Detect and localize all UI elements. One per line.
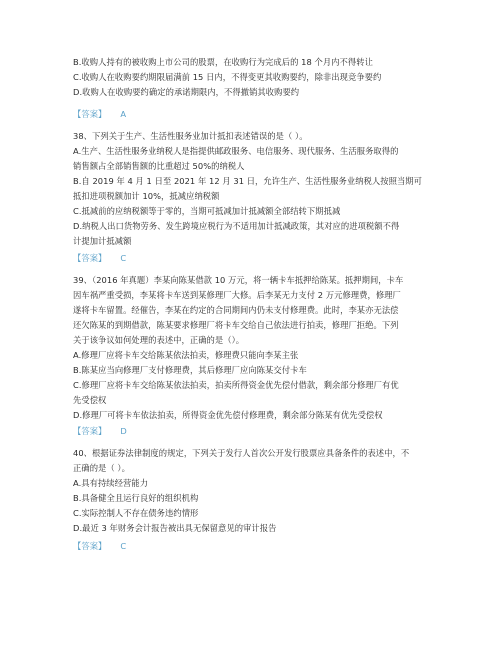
answer-label: 【答案】 (73, 253, 107, 263)
answer-value: A (120, 109, 127, 119)
answer-value: C (120, 253, 127, 263)
q39-stem-line-3: 遂将卡车留置。经催告，李某在约定的合同期间内仍未支付修理费。此时，李某亦无法偿 (73, 305, 399, 315)
q38-option-c: C.抵减前的应纳税额等于零的，当期可抵减加计抵减额全部结转下期抵减 (73, 206, 341, 216)
q38-option-a-cont: 销售额占全部销售额的比重超过 50%的纳税人 (73, 161, 245, 171)
q38-stem: 38、下列关于生产、生活性服务业加计抵扣表述错误的是（ ）。 (73, 131, 308, 141)
q40-option-c: C.实际控制人不存在债务违约情形 (73, 508, 199, 518)
answer-value: D (120, 426, 127, 436)
q37-option-c: C.收购人在收购要约期限届满前 15 日内，不得变更其收购要约，除非出现竞争要约 (73, 72, 382, 82)
answer-label: 【答案】 (73, 541, 107, 551)
q40-option-d: D.最近 3 年财务会计报告被出具无保留意见的审计报告 (73, 523, 277, 533)
q39-option-b: B.陈某应当向修理厂支付修理费，其后修理厂应向陈某交付卡车 (73, 365, 307, 375)
q39-stem: 39、（2016 年真题）李某向陈某借款 10 万元，将一辆卡车抵押给陈某。抵押期间，卡车 (73, 275, 404, 285)
q40-option-b: B.具备健全且运行良好的组织机构 (73, 493, 199, 503)
q38-option-b-cont: 抵扣进项税额加计 10%，抵减应纳税额 (73, 191, 220, 201)
q39-answer (73, 426, 433, 437)
q39-option-d: D.修理厂可将卡车依法拍卖，所得资金优先偿付修理费，剩余部分陈某有优先受偿权 (73, 410, 383, 420)
q37-option-d: D.收购人在收购要约确定的承诺期限内，不得撤销其收购要约 (73, 87, 300, 97)
q38-option-b: B.自 2019 年 4 月 1 日至 2021 年 12 月 31 日，允许生产、生活性服务业纳税人按照当期可 (73, 176, 422, 186)
q39-option-c: C.修理厂应将卡车交给陈某依法拍卖，拍卖所得资金优先偿付借款，剩余部分修理厂有优 (73, 380, 399, 390)
q38-option-d-cont: 计提加计抵减额 (73, 236, 132, 246)
answer-label: 【答案】 (73, 426, 107, 436)
q39-option-c-cont: 先受偿权 (73, 395, 107, 405)
q39-option-a: A.修理厂应将卡车交给陈某依法拍卖，修理费只能向李某主张 (73, 350, 299, 360)
q40-stem: 40、根据证券法律制度的规定，下列关于发行人首次公开发行股票应具备条件的表述中，不 (73, 448, 410, 458)
q38-option-a: A.生产、生活性服务业纳税人是指提供邮政服务、电信服务、现代服务、生活服务取得的 (73, 146, 399, 156)
q39-stem-line-5: 关于该争议如何处理的表述中，正确的是（）。 (73, 335, 245, 345)
q39-stem-line-4: 还欠陈某的到期借款，陈某要求修理厂将卡车交给自己依法进行拍卖，修理厂拒绝。下列 (73, 320, 399, 330)
q40-option-a: A.具有持续经营能力 (73, 478, 149, 488)
q40-stem-line-2: 正确的是（ ）。 (73, 463, 130, 473)
q38-option-d: D.纳税人出口货物劳务、发生跨境应税行为不适用加计抵减政策，其对应的进项税额不得 (73, 221, 400, 231)
q37-answer (73, 109, 433, 120)
q40-answer (73, 541, 433, 552)
q37-option-b: B.收购人持有的被收购上市公司的股票，在收购行为完成后的 18 个月内不得转让 (73, 57, 373, 67)
q39-stem-line-2: 因车祸严重受损，李某将卡车送到某修理厂大修。后李某无力支付 2 万元修理费，修理厂 (73, 290, 401, 300)
q38-answer (73, 253, 433, 264)
answer-label: 【答案】 (73, 109, 107, 119)
answer-value: C (120, 541, 127, 551)
